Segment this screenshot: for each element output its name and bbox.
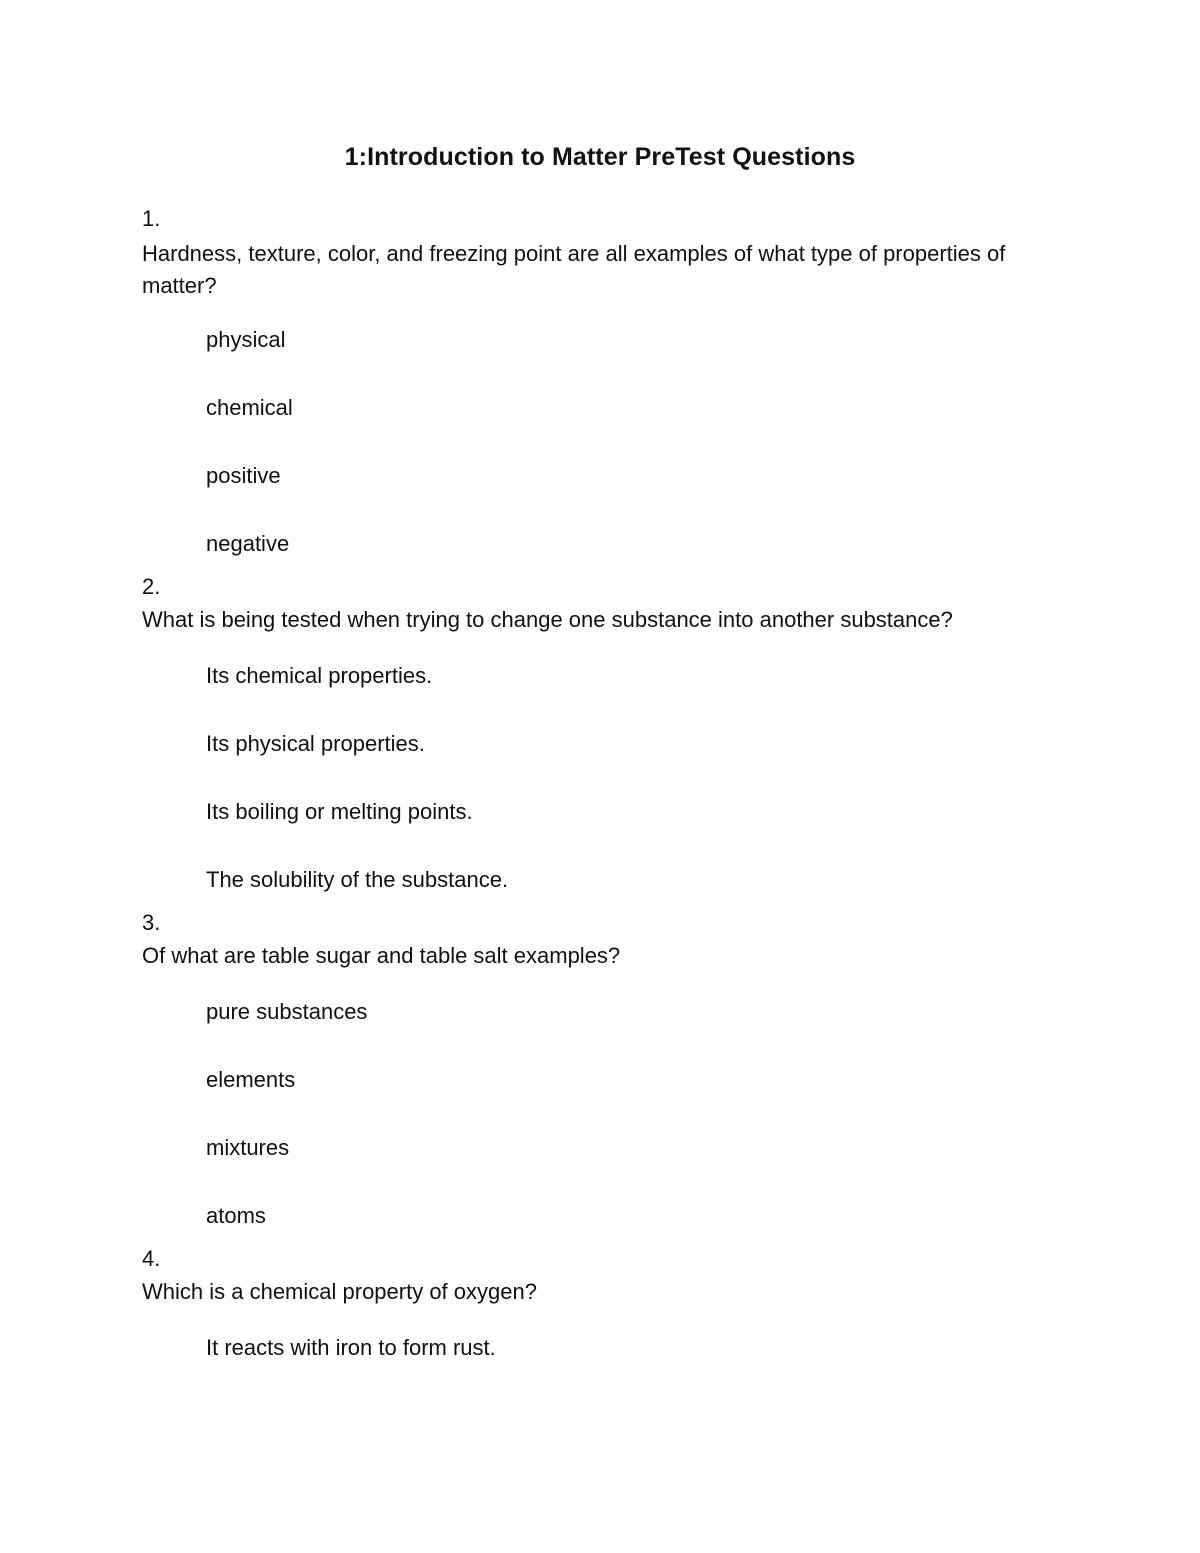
question-text: Hardness, texture, color, and freezing point are all examples of what type of properties of matter? bbox=[142, 241, 1006, 298]
answer-option: pure substances bbox=[206, 999, 368, 1024]
question-number: 4. bbox=[142, 1246, 161, 1271]
question-text: What is being tested when trying to change one substance into another substance? bbox=[142, 607, 953, 632]
answer-option: The solubility of the substance. bbox=[206, 867, 509, 892]
page-title: 1:Introduction to Matter PreTest Questions bbox=[344, 143, 856, 171]
answer-option: physical bbox=[206, 327, 286, 352]
answer-option: chemical bbox=[206, 395, 293, 420]
answer-option: Its physical properties. bbox=[206, 731, 425, 756]
answer-option: It reacts with iron to form rust. bbox=[206, 1335, 496, 1360]
answer-option: atoms bbox=[206, 1203, 266, 1228]
answer-option: negative bbox=[206, 531, 290, 556]
answer-option: Its chemical properties. bbox=[206, 663, 433, 688]
question-number: 3. bbox=[142, 910, 161, 935]
question-text: Of what are table sugar and table salt examples? bbox=[142, 943, 621, 968]
answer-option: elements bbox=[206, 1067, 296, 1092]
question-number: 2. bbox=[142, 574, 161, 599]
answer-option: positive bbox=[206, 463, 281, 488]
answer-option: Its boiling or melting points. bbox=[206, 799, 473, 824]
question-text: Which is a chemical property of oxygen? bbox=[142, 1279, 537, 1304]
question-number: 1. bbox=[142, 206, 161, 231]
answer-option: mixtures bbox=[206, 1135, 290, 1160]
